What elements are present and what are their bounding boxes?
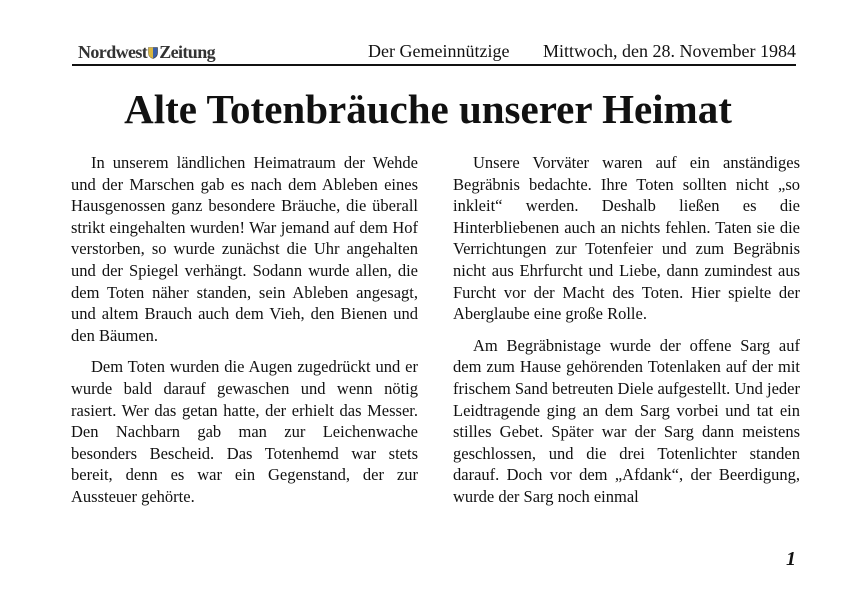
left-column	[71, 152, 418, 518]
paragraph: Unsere Vorväter waren auf ein anständiges Begräbnis bedachte. Ihre Toten sollten nicht „so inkleit“ werden. Deshalb ließen es die Hinterbliebenen auch an nichts fehlen. Taten sie die Verrichtungen zur Totenfeier und zum Begräbnis nicht aus Ehrfurcht und Liebe, dann zumindest aus Furcht vor der Macht des Toten. Hier spielte der Aberglaube eine große Rolle.	[453, 153, 800, 324]
right-column	[453, 152, 800, 518]
newspaper-logo	[78, 42, 215, 63]
paragraph: Dem Toten wurden die Augen zugedrückt und er wurde bald darauf gewaschen und wenn nötig rasiert. Wer das getan hatte, der erhielt das Messer. Den Nachbarn gab man zur Leichenwache besonders Bescheid. Das Totenhemd war stets bereit, denn es war ein Gegenstand, der zur Aussteuer gehörte.	[71, 357, 418, 506]
page-number: 1	[786, 548, 796, 570]
masthead	[72, 40, 796, 66]
coat-of-arms-icon	[148, 43, 158, 55]
issue-date: Mittwoch, den 28. November 1984	[543, 41, 796, 61]
paragraph: In unserem ländlichen Heimatraum der Wehde und der Marschen gab es nach dem Ableben eines Hausgenossen ganz besondere Bräuche, die überall strikt eingehalten wurden! War jemand auf dem Hof verstorben, so wurde zunächst die Uhr angehalten und der Spiegel verhängt. Sodann wurde allen, die dem Toten näher standen, sein Ableben angesagt, und altem Brauch auch dem Vieh, den Bienen und den Bäumen.	[71, 153, 418, 345]
logo-right-text: Zeitung	[159, 42, 215, 62]
article-headline: Alte Totenbräuche unserer Heimat	[124, 86, 732, 132]
section-title: Der Gemeinnützige	[368, 41, 510, 61]
logo-left-text: Nordwest	[78, 42, 148, 62]
paragraph: Am Begräbnistage wurde der offene Sarg auf dem zum Hause gehörenden Totenlaken auf der mit frischem Sand betreuten Diele aufgestellt. Und jeder Leidtragende ging an dem Sarg vorbei und tat ein stilles Gebet. Später war der Sarg dann meistens geschlossen, und die drei Totenlichter standen darauf. Doch vor dem „Afdank“, der Beerdigung, wurde der Sarg noch einmal	[453, 335, 800, 506]
